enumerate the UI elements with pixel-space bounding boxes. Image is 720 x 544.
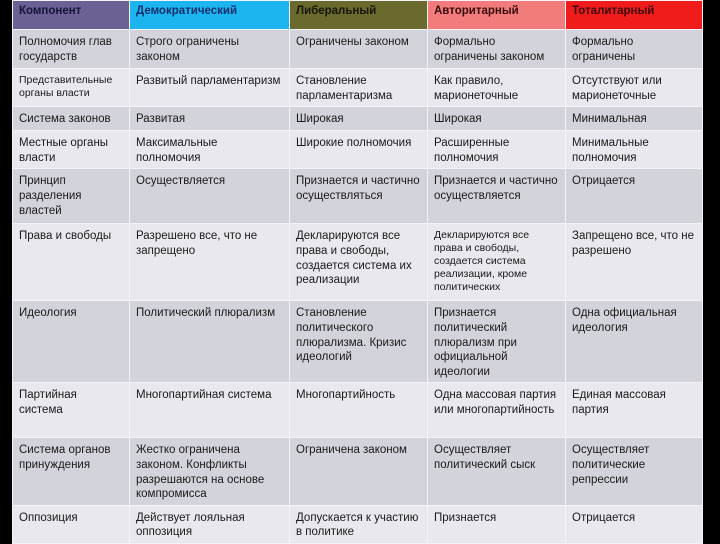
header-liberal: Либеральный — [290, 1, 428, 30]
cell-democratic: Максимальные полномочия — [130, 131, 290, 169]
table-row — [13, 438, 703, 505]
row-label: Полномочия глав государств — [13, 30, 130, 69]
header-democratic: Демократический — [130, 1, 290, 30]
cell-authoritarian: Признается и частично осуществляется — [428, 169, 566, 224]
cell-democratic: Многопартийная система — [130, 383, 290, 438]
cell-totalitarian: Минимальные полномочия — [566, 131, 703, 169]
header-row — [13, 1, 703, 30]
cell-authoritarian: Широкая — [428, 107, 566, 131]
row-label: Представительные органы власти — [13, 69, 130, 107]
cell-democratic: Развитый парламентаризм — [130, 69, 290, 107]
cell-liberal: Становление политического плюрализма. Кризис идеологий — [290, 301, 428, 383]
row-label: Права и свободы — [13, 224, 130, 301]
cell-liberal: Допускается к участию в политике — [290, 505, 428, 543]
cell-democratic: Действует лояльная оппозиция — [130, 505, 290, 543]
cell-liberal: Широкие полномочия — [290, 131, 428, 169]
cell-authoritarian: Как правило, марионеточные — [428, 69, 566, 107]
cell-liberal: Признается и частично осуществляться — [290, 169, 428, 224]
cell-totalitarian: Отсутствуют или марионеточные — [566, 69, 703, 107]
cell-authoritarian: Признается политический плюрализм при официальной идеологии — [428, 301, 566, 383]
cell-totalitarian: Одна официальная идеология — [566, 301, 703, 383]
table-row — [13, 107, 703, 131]
table-row — [13, 383, 703, 438]
row-label: Местные органы власти — [13, 131, 130, 169]
table-row — [13, 224, 703, 301]
cell-authoritarian: Декларируются все права и свободы, создается система реализации, кроме политических — [428, 224, 566, 301]
cell-liberal: Ограничена законом — [290, 438, 428, 505]
cell-authoritarian: Осуществляет политический сыск — [428, 438, 566, 505]
cell-totalitarian: Формально ограничены — [566, 30, 703, 69]
table-row — [13, 30, 703, 69]
cell-totalitarian: Отрицается — [566, 169, 703, 224]
cell-authoritarian: Формально ограничены законом — [428, 30, 566, 69]
cell-totalitarian: Отрицается — [566, 505, 703, 543]
cell-totalitarian: Осуществляет политические репрессии — [566, 438, 703, 505]
cell-democratic: Политический плюрализм — [130, 301, 290, 383]
cell-liberal: Декларируются все права и свободы, создается система их реализации — [290, 224, 428, 301]
cell-liberal: Становление парламентаризма — [290, 69, 428, 107]
table-row — [13, 301, 703, 383]
cell-totalitarian: Единая массовая партия — [566, 383, 703, 438]
cell-democratic: Осуществляется — [130, 169, 290, 224]
cell-liberal: Ограничены законом — [290, 30, 428, 69]
cell-totalitarian: Минимальная — [566, 107, 703, 131]
cell-democratic: Жестко ограничена законом. Конфликты разрешаются на основе компромисса — [130, 438, 290, 505]
cell-totalitarian: Запрещено все, что не разрешено — [566, 224, 703, 301]
table-row — [13, 505, 703, 543]
row-label: Система законов — [13, 107, 130, 131]
cell-authoritarian: Расширенные полномочия — [428, 131, 566, 169]
row-label: Оппозиция — [13, 505, 130, 543]
row-label: Система органов принуждения — [13, 438, 130, 505]
cell-democratic: Строго ограничены законом — [130, 30, 290, 69]
comparison-table — [12, 0, 703, 544]
row-label: Принцип разделения властей — [13, 169, 130, 224]
table-row — [13, 131, 703, 169]
cell-authoritarian: Одна массовая партия или многопартийность — [428, 383, 566, 438]
header-component: Компонент — [13, 1, 130, 30]
cell-authoritarian: Признается — [428, 505, 566, 543]
row-label: Идеология — [13, 301, 130, 383]
cell-democratic: Разрешено все, что не запрещено — [130, 224, 290, 301]
cell-liberal: Широкая — [290, 107, 428, 131]
table-row — [13, 69, 703, 107]
cell-democratic: Развитая — [130, 107, 290, 131]
header-authoritarian: Авторитарный — [428, 1, 566, 30]
table-row — [13, 169, 703, 224]
cell-liberal: Многопартийность — [290, 383, 428, 438]
row-label: Партийная система — [13, 383, 130, 438]
header-totalitarian: Тоталитарный — [566, 1, 703, 30]
